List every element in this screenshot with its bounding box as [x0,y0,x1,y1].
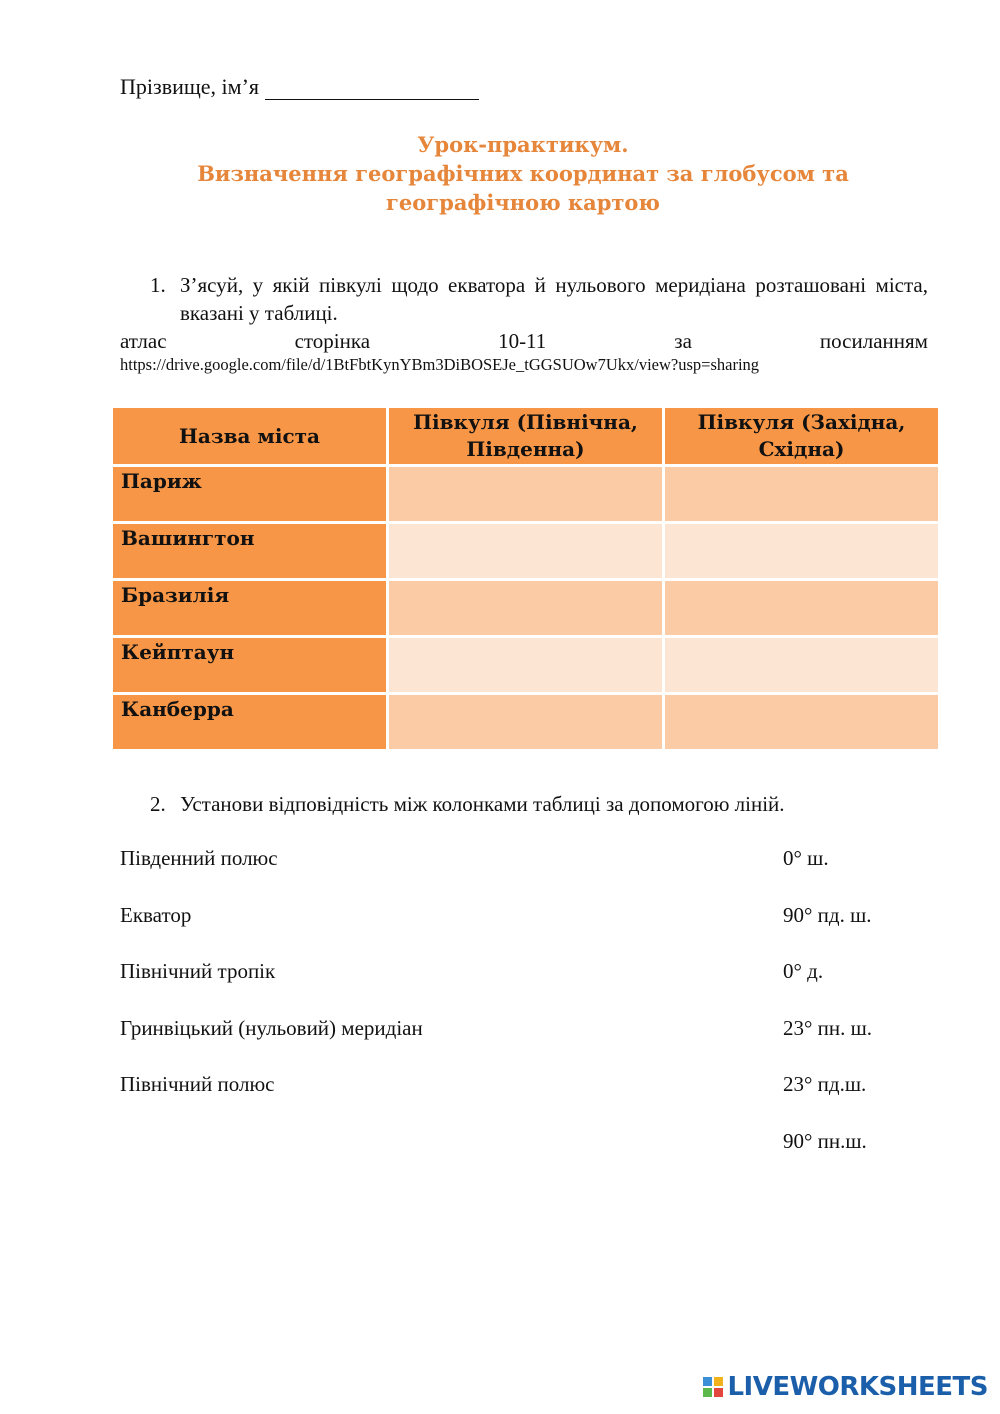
title-line-2: Визначення географічних координат за глобусом та [197,161,849,186]
match-right-item[interactable]: 23° пд.ш. [783,1072,867,1097]
liveworksheets-logo [703,1372,988,1402]
task-2-text: Установи відповідність між колонками таблиці за допомогою ліній. [180,792,785,816]
match-right-item[interactable]: 23° пн. ш. [783,1015,873,1040]
match-row [120,903,928,960]
matching-columns [120,846,928,1186]
match-left-item[interactable]: Північний тропік [120,959,276,984]
answer-cell-we[interactable] [664,694,940,751]
header-hemisphere-ns: Півкуля (Північна, Південна) [388,407,664,466]
answer-cell-we[interactable] [664,637,940,694]
header-hemisphere-we: Півкуля (Західна, Східна) [664,407,940,466]
match-right-item[interactable]: 0° ш. [783,846,829,870]
table-row [112,580,940,637]
title-line-1: Урок-практикум. [417,132,629,157]
table-header-row [112,407,940,466]
task-1-text: З’ясуй, у якій півкулі щодо екватора й нульового меридіана розташовані міста, вказані у таблиці. [180,273,928,325]
city-name: Кейптаун [112,637,388,694]
answer-cell-ns[interactable] [388,580,664,637]
header-city-name: Назва міста [112,407,388,466]
title-line-3: географічною картою [386,190,660,215]
atlas-link[interactable]: https://drive.google.com/file/d/1BtFbtKynYBm3DiBOSEJe_tGGSUOw7Ukx/view?usp=sharing [120,355,760,374]
match-left-item[interactable]: Гринвіцький (нульовий) меридіан [120,1015,423,1040]
table-row [112,523,940,580]
match-right-item[interactable]: 90° пд. ш. [783,902,872,927]
answer-cell-we[interactable] [664,466,940,523]
task-1 [120,271,928,327]
worksheet-title [110,130,936,217]
logo-text: LIVEWORKSHEETS [727,1372,988,1402]
match-right-item[interactable]: 0° д. [783,959,824,984]
city-name: Канберра [112,694,388,751]
match-row [120,846,928,903]
city-name: Париж [112,466,388,523]
atlas-reference [120,328,928,354]
match-left-item[interactable]: Екватор [120,902,192,927]
answer-cell-we[interactable] [664,580,940,637]
table-row [112,466,940,523]
name-label: Прізвище, ім’я [120,74,260,99]
atlas-word: сторінка [294,329,371,353]
answer-cell-ns[interactable] [388,466,664,523]
answer-cell-ns[interactable] [388,694,664,751]
match-row [120,1129,928,1186]
answer-cell-we[interactable] [664,523,940,580]
atlas-word: 10-11 [498,329,547,353]
match-right-item[interactable]: 90° пн.ш. [783,1128,867,1153]
atlas-word: атлас [120,329,167,353]
logo-blocks-icon [703,1377,723,1397]
match-left-item[interactable]: Північний полюс [120,1072,275,1097]
task-2 [120,790,928,818]
atlas-word: за [674,329,692,353]
table-row [112,637,940,694]
match-row [120,1016,928,1073]
match-row [120,1072,928,1129]
match-row [120,959,928,1016]
task-2-number: 2. [150,792,166,816]
city-name: Бразилія [112,580,388,637]
table-row [112,694,940,751]
cities-table [110,405,941,752]
answer-cell-ns[interactable] [388,523,664,580]
student-name-line [120,74,479,100]
city-name: Вашингтон [112,523,388,580]
match-left-item[interactable]: Південний полюс [120,846,278,870]
task-1-number: 1. [150,273,166,297]
answer-cell-ns[interactable] [388,637,664,694]
atlas-word: посиланням [819,329,928,353]
name-input-line[interactable] [265,79,479,100]
